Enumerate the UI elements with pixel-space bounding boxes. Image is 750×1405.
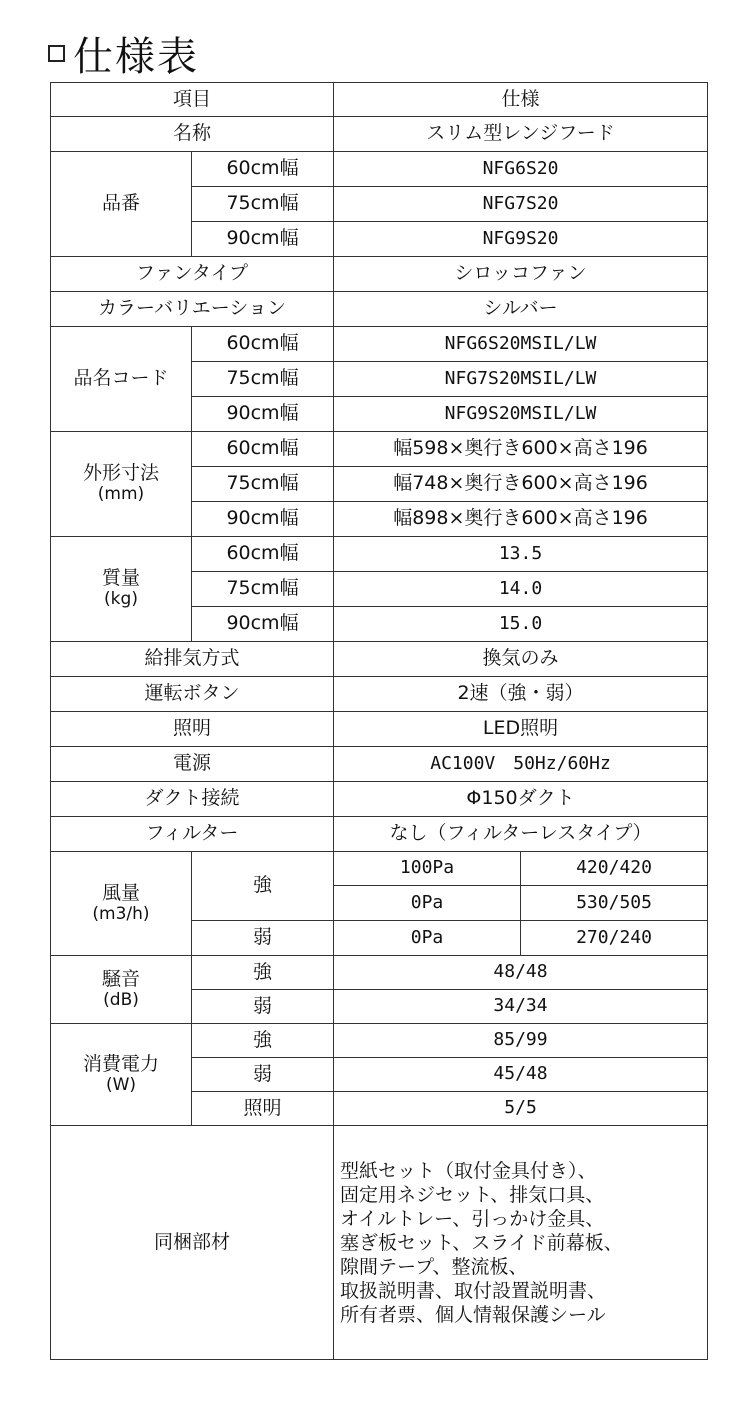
- group-unit: (m3/h): [92, 903, 150, 924]
- group-label-text: 風量: [101, 881, 140, 904]
- row-value: 5/5: [334, 1092, 708, 1126]
- accessory-line: 塞ぎ板セット、スライド前幕板、: [340, 1232, 623, 1254]
- table-row: [51, 257, 708, 292]
- row-value: 幅598×奥行き600×高さ196: [334, 432, 708, 467]
- row-label: 給排気方式: [51, 642, 334, 677]
- table-row: [51, 117, 708, 152]
- row-value: AC100V 50Hz/60Hz: [334, 747, 708, 782]
- group-label-text: 騒音: [101, 967, 140, 990]
- row-value: 幅898×奥行き600×高さ196: [334, 502, 708, 537]
- row-label: 運転ボタン: [51, 677, 334, 712]
- width-label: 75cm幅: [192, 187, 334, 222]
- row-label: カラーバリエーション: [51, 292, 334, 327]
- mode-label: 強: [192, 956, 334, 990]
- table-row: [51, 327, 708, 362]
- row-label: 照明: [51, 712, 334, 747]
- pressure-value: 0Pa: [334, 921, 521, 956]
- row-value: シルバー: [334, 292, 708, 327]
- width-label: 90cm幅: [192, 222, 334, 257]
- accessory-line: 所有者票、個人情報保護シール: [340, 1304, 606, 1326]
- row-value: 13.5: [334, 537, 708, 572]
- table-row: [51, 712, 708, 747]
- width-label: 90cm幅: [192, 397, 334, 432]
- airflow-value: 530/505: [521, 886, 708, 921]
- row-value: 85/99: [334, 1024, 708, 1058]
- header-item: 項目: [51, 83, 334, 117]
- airflow-value: 420/420: [521, 852, 708, 886]
- row-value: スリム型レンジフード: [334, 117, 708, 152]
- row-value: 45/48: [334, 1058, 708, 1092]
- group-label-text: 消費電力: [82, 1052, 159, 1075]
- table-row: [51, 537, 708, 572]
- mode-label: 強: [192, 852, 334, 921]
- row-value: 幅748×奥行き600×高さ196: [334, 467, 708, 502]
- row-label: フィルター: [51, 817, 334, 852]
- row-value: シロッコファン: [334, 257, 708, 292]
- row-label: 名称: [51, 117, 334, 152]
- table-row: [51, 677, 708, 712]
- group-unit: (mm): [97, 484, 145, 505]
- width-label: 75cm幅: [192, 362, 334, 397]
- accessory-line: 型紙セット（取付金具付き）、: [340, 1160, 597, 1182]
- row-value: NFG7S20: [334, 187, 708, 222]
- row-value: 15.0: [334, 607, 708, 642]
- mode-label: 照明: [192, 1092, 334, 1126]
- table-row: [51, 782, 708, 817]
- row-value: 14.0: [334, 572, 708, 607]
- group-label-text: 質量: [101, 567, 140, 590]
- accessory-line: オイルトレー、引っかけ金具、: [340, 1208, 605, 1230]
- page-title-text: 仕様表: [73, 33, 199, 80]
- width-label: 60cm幅: [192, 327, 334, 362]
- group-unit: (dB): [103, 989, 139, 1010]
- row-value: NFG7S20MSIL/LW: [334, 362, 708, 397]
- table-row: [51, 956, 708, 990]
- row-value: NFG6S20: [334, 152, 708, 187]
- row-label: 電源: [51, 747, 334, 782]
- width-label: 90cm幅: [192, 502, 334, 537]
- group-label: 品番: [51, 152, 192, 257]
- width-label: 60cm幅: [192, 152, 334, 187]
- table-row: [51, 852, 708, 886]
- accessory-line: 隙間テープ、整流板、: [340, 1256, 528, 1278]
- row-value: Φ150ダクト: [334, 782, 708, 817]
- table-row: [51, 152, 708, 187]
- width-label: 75cm幅: [192, 467, 334, 502]
- row-label: ダクト接続: [51, 782, 334, 817]
- width-label: 60cm幅: [192, 432, 334, 467]
- accessory-line: 取扱説明書、取付設置説明書、: [340, 1280, 607, 1302]
- row-value: なし（フィルターレスタイプ）: [334, 817, 708, 852]
- accessories-list: [334, 1126, 708, 1360]
- table-row: [51, 817, 708, 852]
- square-bullet-icon: [48, 45, 65, 62]
- table-row: [51, 642, 708, 677]
- row-value: NFG9S20: [334, 222, 708, 257]
- group-unit: (kg): [104, 589, 138, 610]
- mode-label: 弱: [192, 990, 334, 1024]
- row-label: ファンタイプ: [51, 257, 334, 292]
- page-title: [48, 28, 199, 78]
- airflow-value: 270/240: [521, 921, 708, 956]
- pressure-value: 0Pa: [334, 886, 521, 921]
- group-label: [51, 432, 192, 537]
- row-label: 同梱部材: [51, 1126, 334, 1360]
- row-value: 48/48: [334, 956, 708, 990]
- pressure-value: 100Pa: [334, 852, 521, 886]
- width-label: 60cm幅: [192, 537, 334, 572]
- group-label: [51, 537, 192, 642]
- group-label: [51, 956, 192, 1024]
- table-row: [51, 747, 708, 782]
- spec-table: [50, 82, 708, 1360]
- row-value: 34/34: [334, 990, 708, 1024]
- row-value: LED照明: [334, 712, 708, 747]
- table-row: [51, 1024, 708, 1058]
- row-value: 2速（強・弱）: [334, 677, 708, 712]
- group-label: [51, 852, 192, 956]
- width-label: 90cm幅: [192, 607, 334, 642]
- table-row: [51, 1126, 708, 1360]
- table-row: [51, 292, 708, 327]
- group-label-text: 外形寸法: [82, 462, 159, 485]
- group-label: [51, 1024, 192, 1126]
- table-row: [51, 432, 708, 467]
- header-row: [51, 83, 708, 117]
- mode-label: 弱: [192, 921, 334, 956]
- header-spec: 仕様: [334, 83, 708, 117]
- row-value: NFG6S20MSIL/LW: [334, 327, 708, 362]
- group-label: 品名コード: [51, 327, 192, 432]
- mode-label: 強: [192, 1024, 334, 1058]
- width-label: 75cm幅: [192, 572, 334, 607]
- group-unit: (W): [105, 1074, 137, 1095]
- row-value: NFG9S20MSIL/LW: [334, 397, 708, 432]
- row-value: 換気のみ: [334, 642, 708, 677]
- mode-label: 弱: [192, 1058, 334, 1092]
- accessory-line: 固定用ネジセット、排気口具、: [340, 1184, 605, 1206]
